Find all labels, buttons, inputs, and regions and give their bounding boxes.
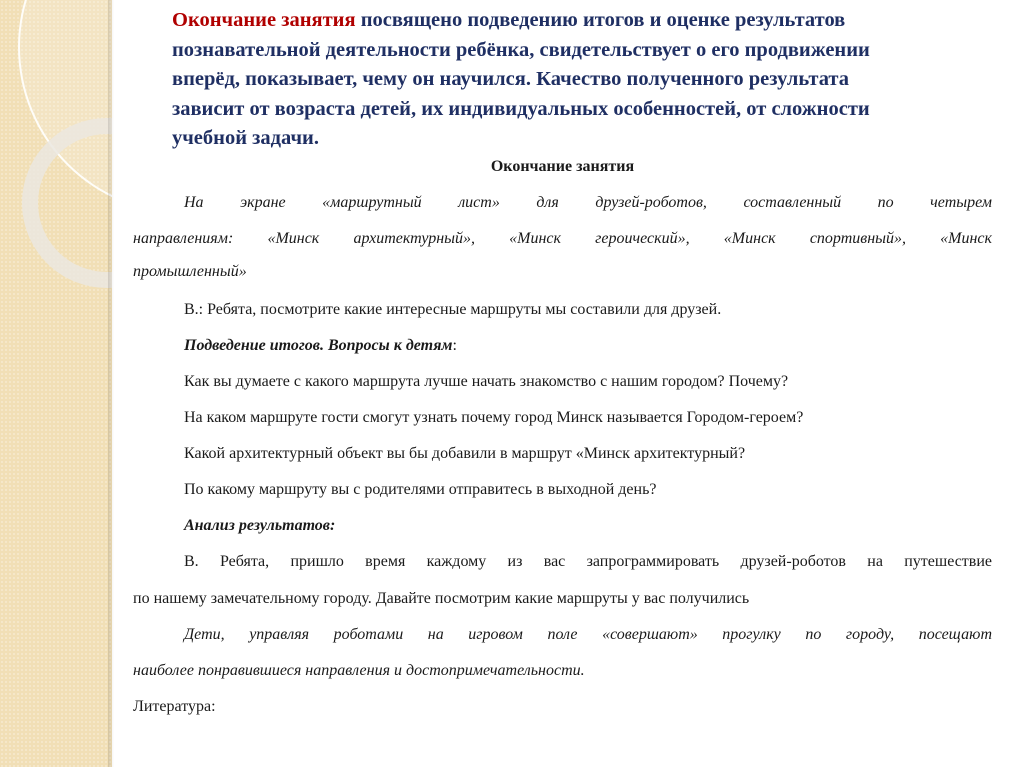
decorative-ring — [22, 118, 112, 288]
section-heading: Окончание занятия — [490, 158, 635, 175]
literature-label: Литература: — [133, 698, 216, 715]
intro-line: зависит от возраста детей, их индивидуальных особенностей, от сложности — [172, 97, 870, 120]
decorative-sidebar — [0, 0, 112, 767]
question-item: По какому маршруту вы с родителями отправитесь в выходной день? — [184, 481, 657, 498]
sidebar-shadow — [108, 0, 114, 767]
screen-text-line: промышленный» — [133, 263, 247, 280]
analysis-heading: Анализ результатов: — [184, 517, 336, 534]
intro-highlight: Окончание занятия — [172, 9, 356, 31]
intro-line: учебной задачи. — [172, 127, 319, 149]
intro-line — [172, 6, 1002, 36]
summary-heading — [184, 337, 457, 355]
intro-line: вперёд, показывает, чему он научился. Качество полученного результата — [172, 68, 850, 90]
intro-paragraph — [172, 6, 1002, 154]
children-line: наиболее понравившиеся направления и достопримечательности. — [133, 662, 585, 679]
screen-text-line: На экране «маршрутный лист» для друзей-роботов, составленный по четырем — [184, 194, 992, 211]
children-line: Дети, управляя роботами на игровом поле «совершают» прогулку по городу, посещают — [184, 626, 992, 643]
summary-heading-text: Подведение итогов. Вопросы к детям — [184, 337, 453, 354]
intro-text: посвящено подведению итогов и оценке результатов — [355, 9, 846, 31]
teacher-line: В.: Ребята, посмотрите какие интересные маршруты мы составили для друзей. — [184, 301, 722, 318]
question-item: Какой архитектурный объект вы бы добавили в маршрут «Минск архитектурный? — [184, 445, 746, 462]
teacher-line: В. Ребята, пришло время каждому из вас запрограммировать друзей-роботов на путешествие — [184, 553, 992, 570]
question-item: На каком маршруте гости смогут узнать почему город Минск называется Городом-героем? — [184, 409, 804, 426]
intro-line: познавательной деятельности ребёнка, свидетельствует о его продвижении — [172, 38, 870, 61]
colon: : — [452, 337, 457, 354]
question-item: Как вы думаете с какого маршрута лучше начать знакомство с нашим городом? Почему? — [184, 373, 789, 390]
teacher-line: по нашему замечательному городу. Давайте посмотрим какие маршруты у вас получились — [133, 590, 750, 607]
screen-text-line: направлениям: «Минск архитектурный», «Минск героический», «Минск спортивный», «Минск — [133, 230, 992, 247]
